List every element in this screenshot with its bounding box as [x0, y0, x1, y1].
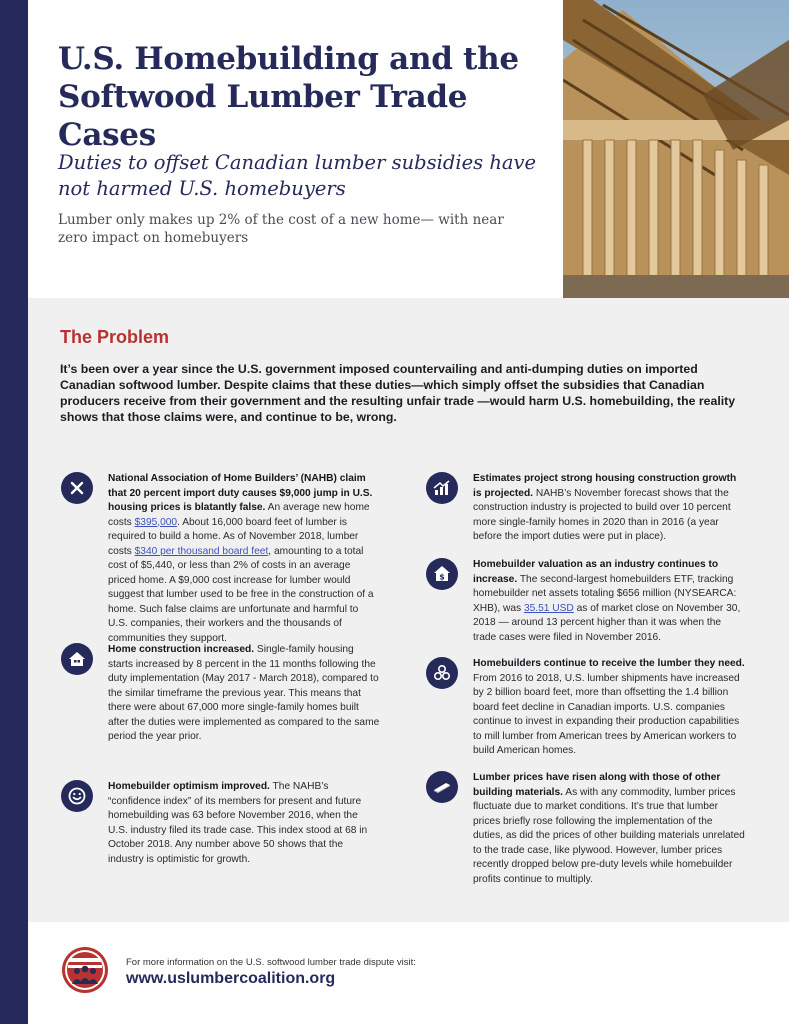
point-lead: Homebuilders continue to receive the lumber they need.	[473, 658, 745, 669]
point-nahb-text: National Association of Home Builders’ (NAHB) claim that 20 percent import duty causes $9,000 jump in U.S. housing prices is blatantly false. An average new home costs $395,000. About 16,000 board feet of lumber is required to build a home. As of November 2018, lumber costs $340 per thousand board feet, amounting to a total cost of $5,440, or less than 2% of costs in an average priced home. A $9,000 cost increase for lumber would suggest that lumber used to be free in the construction of a home. Such false claims are unfortunate and harmful to U.S. companies, their workers and the thousands of communities they support.	[108, 473, 374, 644]
footer-text: For more information on the U.S. softwood lumber trade dispute visit:	[126, 957, 416, 968]
point-lead: Home construction increased.	[108, 644, 255, 655]
left-accent-bar	[0, 0, 28, 1024]
tagline: Lumber only makes up 2% of the cost of a new home— with near zero impact on homebuyers	[58, 212, 504, 246]
footer-website-link[interactable]: www.uslumbercoalition.org	[126, 970, 336, 987]
x-mark-icon	[61, 472, 93, 504]
lumber-cost-link[interactable]: $340 per thousand board feet	[134, 545, 269, 557]
problem-intro: It’s been over a year since the U.S. government imposed countervailing and anti-dumping duties on imported Canadian softwood lumber. Despite claims that these duties—which simply offset the subsidies that Canadian producers receive from their government and the resulting unfair trade —would harm U.S. homebuilding, the reality shows that those claims were, and continue to be, wrong.	[60, 362, 736, 424]
point-valuation-text: Homebuilder valuation as an industry continues to increase. The second-largest homebuilders ETF, tracking homebuilder net assets totaling $656 million (NYSEARCA: XHB), was 35.51 USD as of market close on November 30, 2018 — around 13 percent higher than it was when the trade cases were filed in November 2016.	[473, 559, 741, 643]
smiley-icon	[61, 780, 93, 812]
point-lead: Homebuilder optimism improved.	[108, 781, 270, 792]
subtitle: Duties to offset Canadian lumber subsidies have not harmed U.S. homebuyers	[58, 151, 537, 200]
point-growth-text: Estimates project strong housing construction growth is projected. NAHB’s November forecast shows that the construction industry is projected to build over 10 percent more single-family homes in 2020 than in 2016 (a year before the import duties were put in place).	[473, 473, 737, 542]
home-cost-link[interactable]: $395,000	[134, 516, 178, 528]
problem-heading: The Problem	[60, 327, 170, 347]
point-optimism-text: Homebuilder optimism improved. The NAHB’s “confidence index” of its members for present and future homebuilding was 63 before November 2016, when the U.S. industry filed its trade case. This index stood at 68 in October 2018. Any number above 50 shows that the industry is optimistic for growth.	[108, 781, 368, 865]
point-lead: National Association of Home Builders’ (NAHB) claim that 20 percent import duty causes $9,000 jump in U.S. housing prices is blatantly false.	[108, 473, 373, 513]
point-lead: Lumber prices have risen along with those of other building materials.	[473, 772, 721, 798]
us-lumber-coalition-logo	[61, 946, 109, 994]
house-icon	[61, 643, 93, 675]
point-lumber-supply-text: Homebuilders continue to receive the lumber they need. From 2016 to 2018, U.S. lumber shipments have increased by 2 billion board feet, more than offsetting the 1.4 billion board feet decline in Canadian imports. U.S. companies continue to invest in expanding their production capabilities to mill lumber from American trees by American workers to build American homes.	[473, 658, 745, 756]
log-pile-icon	[426, 657, 458, 689]
growth-chart-icon	[426, 472, 458, 504]
page-title: U.S. Homebuilding and the Softwood Lumber Trade Cases	[58, 41, 519, 153]
house-framing-photo	[563, 0, 789, 298]
point-lead: Estimates project strong housing construction growth is projected.	[473, 473, 737, 499]
etf-price-link[interactable]: 35.51 USD	[523, 602, 574, 614]
point-lead: Homebuilder valuation as an industry continues to increase.	[473, 559, 719, 585]
svg-text:$: $	[439, 572, 445, 582]
money-house-icon	[426, 558, 458, 590]
lumber-board-icon	[426, 771, 458, 803]
point-construction-text: Home construction increased. Single-family housing starts increased by 8 percent in the 11 months following the duty implementation (May 2017 - March 2018), compared to the similar timeframe the previous year. This means that there were about 67,000 more single-family homes built after the duties were implemented as compared to the same period the year prior.	[108, 644, 380, 742]
point-lumber-prices-text: Lumber prices have risen along with those of other building materials. As with any commodity, lumber prices fluctuate due to market conditions. It’s true that lumber prices briefly rose following the implementation of the duties, as did the prices of other building materials unrelated to the trade case, like plywood. However, lumber prices recently dropped below pre-duty levels while homebuilder profits continue to multiply.	[473, 772, 745, 885]
